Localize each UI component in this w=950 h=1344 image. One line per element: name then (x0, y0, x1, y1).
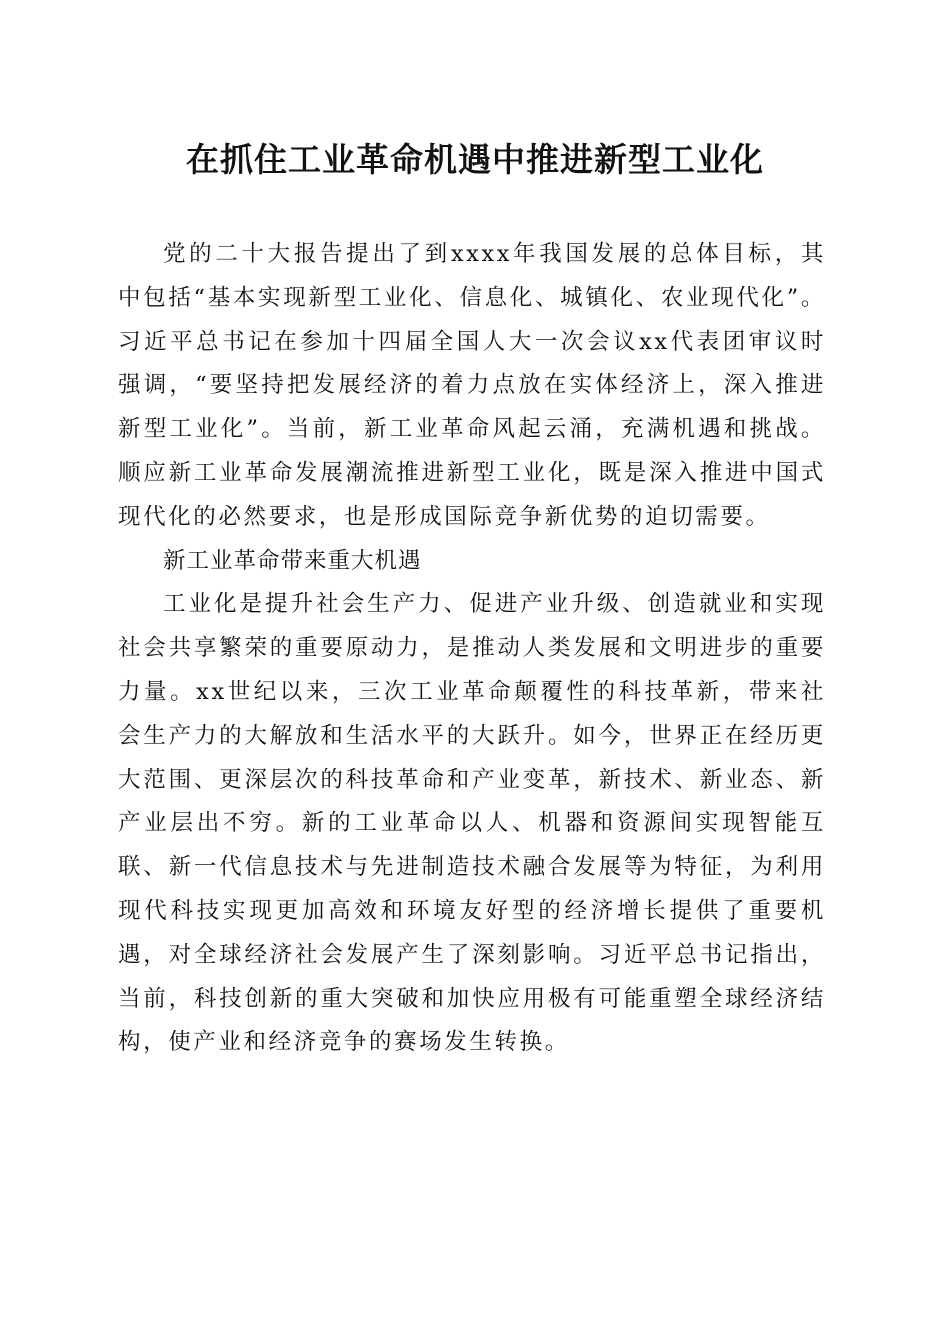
section-paragraph: 工业化是提升社会生产力、促进产业升级、创造就业和实现社会共享繁荣的重要原动力，是推动人类发展和文明进步的重要力量。xx世纪以来，三次工业革命颠覆性的科技革新，带来社会生产力的大解放和生活水平的大跃升。如今，世界正在经历更大范围、更深层次的科技革命和产业变革，新技术、新业态、新产业层出不穷。新的工业革命以人、机器和资源间实现智能互联、新一代信息技术与先进制造技术融合发展等为特征，为利用现代科技实现更加高效和环境友好型的经济增长提供了重要机遇，对全球经济社会发展产生了深刻影响。习近平总书记指出，当前，科技创新的重大突破和加快应用极有可能重塑全球经济结构，使产业和经济竞争的赛场发生转换。 (118, 591, 826, 1056)
section-heading: 新工业革命带来重大机遇 (163, 547, 422, 574)
document-title: 在抓住工业革命机遇中推进新型工业化 (186, 140, 764, 179)
document-body (118, 233, 826, 1065)
intro-paragraph: 党的二十大报告提出了到xxxx年我国发展的总体目标，其中包括“基本实现新型工业化、信息化、城镇化、农业现代化”。习近平总书记在参加十四届全国人大一次会议xx代表团审议时强调，“要坚持把发展经济的着力点放在实体经济上，深入推进新型工业化”。当前，新工业革命风起云涌，充满机遇和挑战。顺应新工业革命发展潮流推进新型工业化，既是深入推进中国式现代化的必然要求，也是形成国际竞争新优势的迫切需要。 (118, 241, 826, 530)
